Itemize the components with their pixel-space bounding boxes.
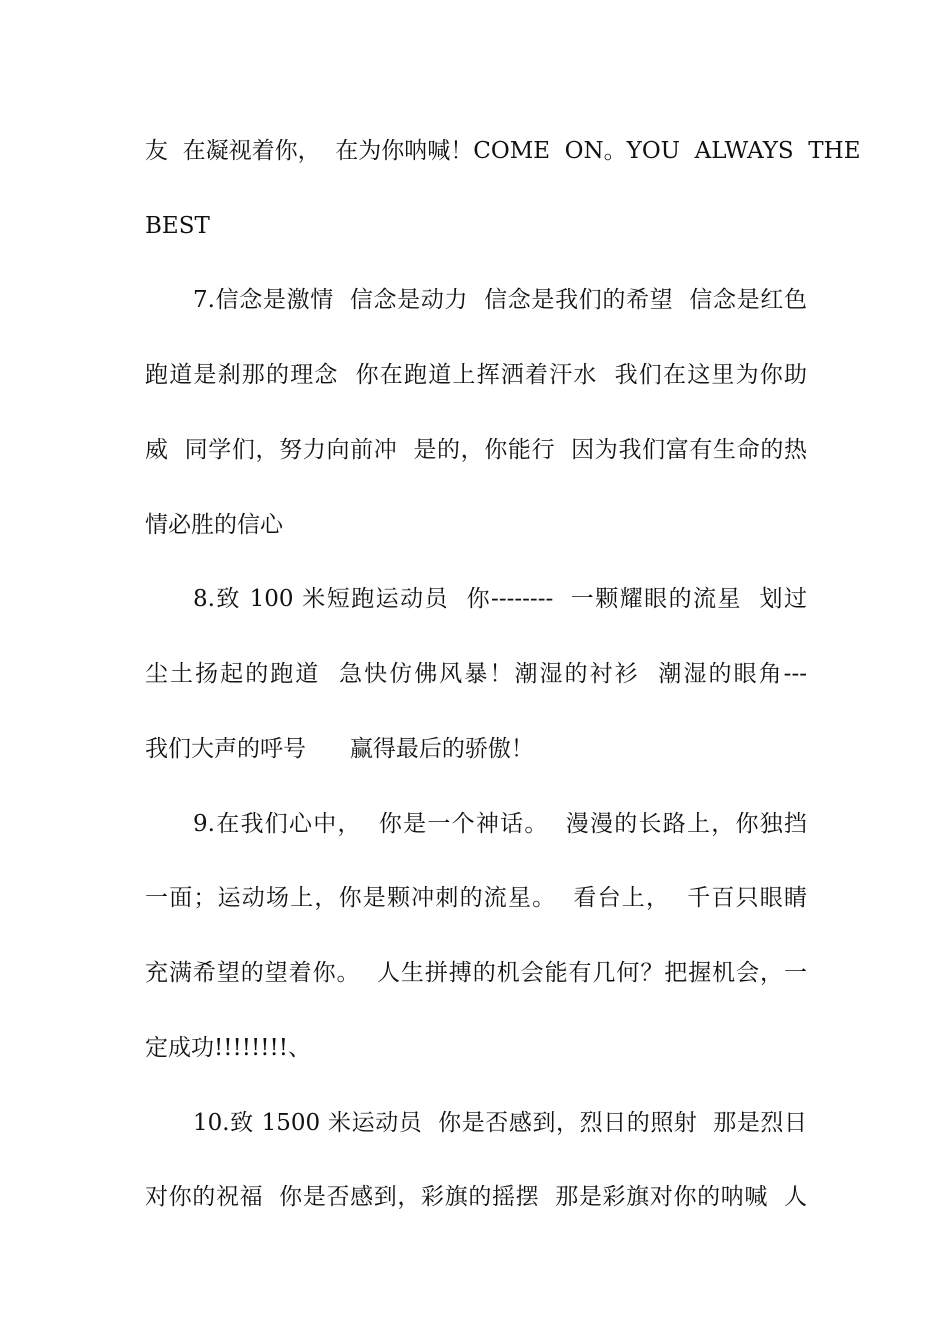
text-line: 充满希望的望着你。 人生拼搏的机会能有几何？把握机会，一	[145, 960, 807, 986]
text-line: 一面；运动场上，你是颗冲刺的流星。 看台上， 千百只眼睛	[145, 885, 807, 911]
text-line: 我们大声的呼号 赢得最后的骄傲！	[145, 736, 534, 762]
text-line: BEST	[145, 213, 210, 239]
text-line: 情必胜的信心	[145, 512, 283, 538]
text-line: 尘土扬起的跑道 急快仿佛风暴！潮湿的衬衫 潮湿的眼角---	[145, 661, 807, 687]
paragraph-7-line: 7.信念是激情 信念是动力 信念是我们的希望 信念是红色	[193, 287, 807, 313]
paragraph-9-line: 9.在我们心中， 你是一个神话。 漫漫的长路上，你独挡	[193, 811, 807, 837]
text-line: 定成功!!!!!!!!、	[145, 1035, 311, 1061]
text-line: 跑道是刹那的理念 你在跑道上挥洒着汗水 我们在这里为你助	[145, 362, 807, 388]
paragraph-10-line: 10.致 1500 米运动员 你是否感到，烈日的照射 那是烈日	[193, 1110, 807, 1136]
text-line: 对你的祝福 你是否感到，彩旗的摇摆 那是彩旗对你的呐喊 人	[145, 1184, 807, 1210]
text-line: 友 在凝视着你， 在为你呐喊！COME ON。YOU ALWAYS THE	[145, 138, 861, 164]
text-line: 威 同学们，努力向前冲 是的，你能行 因为我们富有生命的热	[145, 437, 807, 463]
paragraph-8-line: 8.致 100 米短跑运动员 你-------- 一颗耀眼的流星 划过	[193, 586, 807, 612]
